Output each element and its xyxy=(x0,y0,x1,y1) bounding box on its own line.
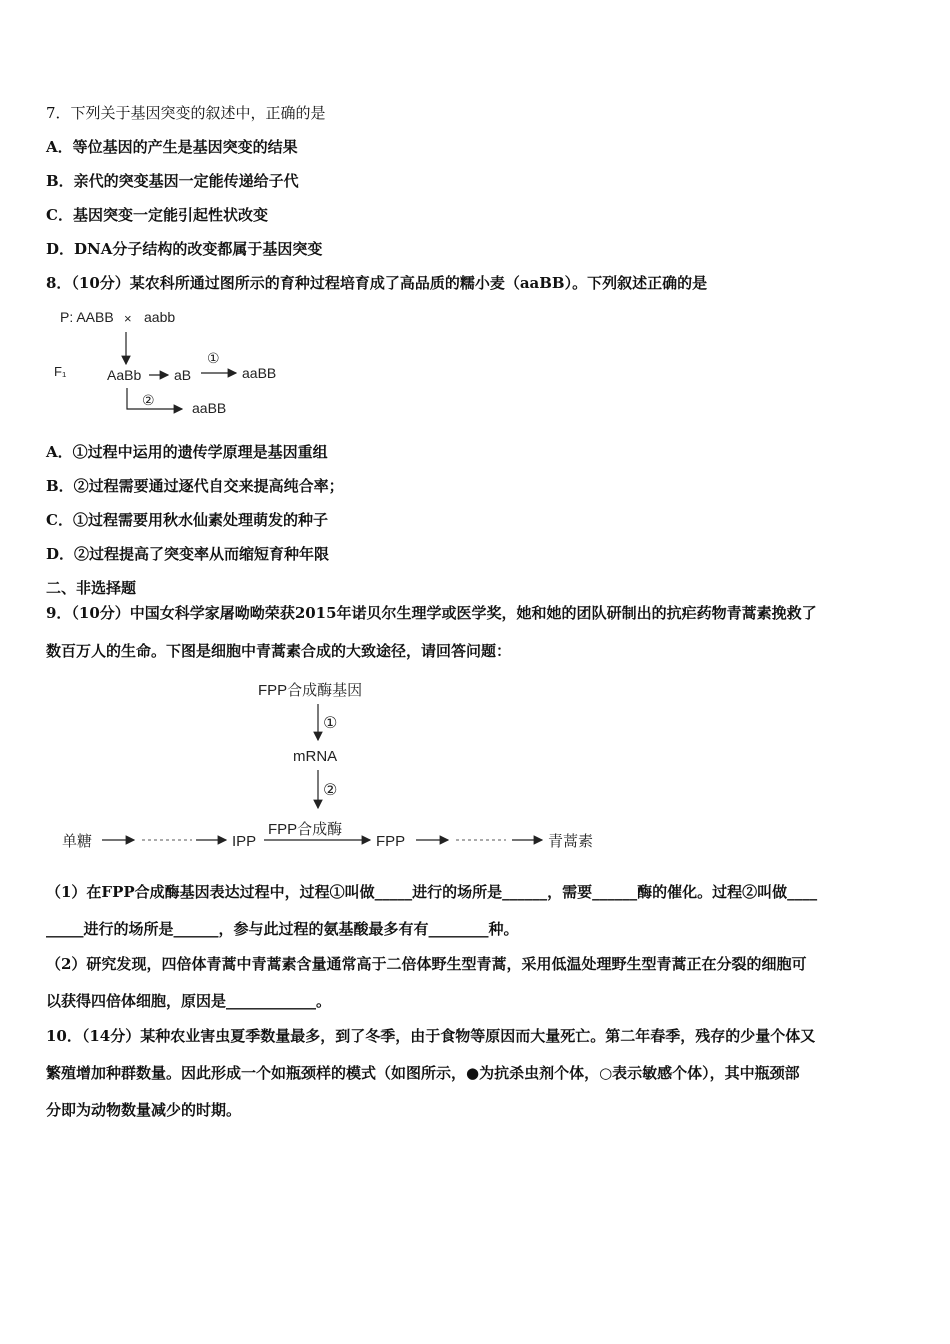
q8-f1: AaBb xyxy=(107,367,142,383)
q9-mrna: mRNA xyxy=(293,748,338,765)
q9-step1-label: ① xyxy=(323,715,338,732)
q10-line2: 繁殖增加种群数量。因此形成一个如瓶颈样的模式（如图所示，●为抗杀虫剂个体，○表示敏感个体），其中瓶颈部 xyxy=(46,1064,800,1082)
q9-gene: FPP合成酶基因 xyxy=(258,682,363,699)
q8-result2: aaBB xyxy=(192,400,227,416)
q9-sugar: 单糖 xyxy=(62,833,93,850)
q8-breeding-diagram xyxy=(0,0,950,430)
q8-option-a: A．①过程中运用的遗传学原理是基因重组 xyxy=(46,443,328,461)
q7-stem: 7．下列关于基因突变的叙述中，正确的是 xyxy=(46,104,326,122)
q8-option-d: D．②过程提高了突变率从而缩短育种年限 xyxy=(46,545,330,563)
q8-cross-symbol: × xyxy=(124,311,132,326)
q8-result1: aaBB xyxy=(242,365,277,381)
section-heading: 二、非选择题 xyxy=(46,579,137,597)
q7-option-a: A．等位基因的产生是基因突变的结果 xyxy=(46,138,298,156)
q9-stem-line1: 9．（10分）中国女科学家屠呦呦荣获2015年诺贝尔生理学或医学奖，她和她的团队研制出的抗疟药物青蒿素挽救了 xyxy=(46,604,817,622)
q8-step1-label: ① xyxy=(207,350,220,366)
q8-option-b: B．②过程需要通过逐代自交来提高纯合率； xyxy=(46,477,344,495)
q8-haploid: aB xyxy=(174,367,192,383)
q8-stem: 8．（10分）某农科所通过图所示的育种过程培育成了高品质的糯小麦（aaBB）。下列叙述正确的是 xyxy=(46,274,708,292)
q8-f1-label: F₁ xyxy=(54,364,67,379)
q8-parent-label: P: AABB xyxy=(60,309,114,325)
q8-parent2: aabb xyxy=(144,309,176,325)
q9-sub1-line2: _____进行的场所是______，参与此过程的氨基酸最多有有________种。 xyxy=(46,920,519,938)
q7-option-d: D．DNA分子结构的改变都属于基因突变 xyxy=(46,240,323,258)
q9-product: 青蒿素 xyxy=(548,833,594,850)
q9-fpp: FPP xyxy=(376,833,406,850)
q8-step2-label: ② xyxy=(142,392,155,408)
q9-enzyme: FPP合成酶 xyxy=(268,821,343,838)
q7-option-b: B．亲代的突变基因一定能传递给子代 xyxy=(46,172,299,190)
q10-line1: 10．（14分）某种农业害虫夏季数量最多，到了冬季，由于食物等原因而大量死亡。第二年春季，残存的少量个体又 xyxy=(46,1027,816,1045)
q9-step2-label: ② xyxy=(323,782,338,799)
q9-ipp: IPP xyxy=(232,833,257,850)
q7-option-c: C．基因突变一定能引起性状改变 xyxy=(46,206,268,224)
q9-sub2-line2: 以获得四倍体细胞，原因是____________。 xyxy=(46,992,332,1010)
q9-stem-line2: 数百万人的生命。下图是细胞中青蒿素合成的大致途径，请回答问题： xyxy=(46,642,512,660)
q8-option-c: C．①过程需要用秋水仙素处理萌发的种子 xyxy=(46,511,328,529)
q10-line3: 分即为动物数量减少的时期。 xyxy=(46,1101,242,1119)
q9-sub1-line1: （1）在FPP合成酶基因表达过程中，过程①叫做_____进行的场所是______，需要______酶的催化。过程②叫做____ xyxy=(46,883,818,901)
q9-pathway-diagram xyxy=(0,670,950,870)
q9-sub2-line1: （2）研究发现，四倍体青蒿中青蒿素含量通常高于二倍体野生型青蒿，采用低温处理野生型青蒿正在分裂的细胞可 xyxy=(46,955,807,973)
